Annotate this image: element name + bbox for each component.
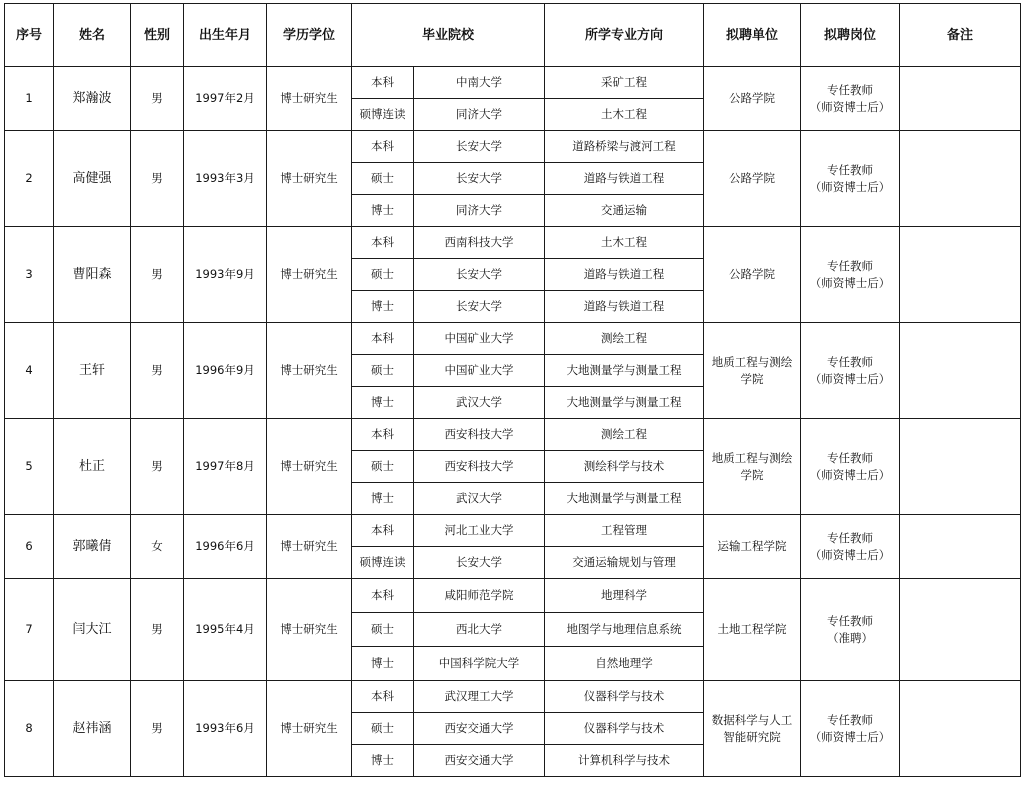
cell-note [900,515,1021,579]
cell-gender: 男 [131,323,184,419]
header-gender: 性别 [131,4,184,67]
post-type: （准聘） [827,630,874,645]
post-title: 专任教师 [827,712,874,727]
cell-school: 武汉理工大学 [414,681,545,713]
cell-school: 西安交通大学 [414,745,545,777]
cell-edu-level: 本科 [352,681,414,713]
table-row [5,131,1021,163]
post-type: （师资博士后） [809,179,891,194]
cell-major: 采矿工程 [545,67,704,99]
cell-school: 长安大学 [414,163,545,195]
cell-school: 长安大学 [414,291,545,323]
cell-name: 郑瀚波 [54,67,131,131]
header-birth: 出生年月 [184,4,267,67]
cell-birth: 1993年9月 [184,227,267,323]
cell-degree: 博士研究生 [267,67,352,131]
cell-gender: 男 [131,419,184,515]
cell-post [801,515,900,579]
cell-gender: 男 [131,579,184,681]
cell-school: 长安大学 [414,547,545,579]
cell-major: 测绘科学与技术 [545,451,704,483]
header-degree: 学历学位 [267,4,352,67]
cell-school: 西安交通大学 [414,713,545,745]
table-row [5,515,1021,547]
cell-degree: 博士研究生 [267,227,352,323]
cell-note [900,579,1021,681]
cell-unit: 公路学院 [704,67,801,131]
table-row [5,579,1021,613]
cell-major: 土木工程 [545,99,704,131]
cell-school: 同济大学 [414,99,545,131]
cell-major: 工程管理 [545,515,704,547]
cell-school: 中国矿业大学 [414,323,545,355]
recruitment-table [4,3,1021,777]
cell-edu-level: 本科 [352,227,414,259]
cell-post [801,681,900,777]
cell-note [900,323,1021,419]
cell-degree: 博士研究生 [267,515,352,579]
cell-school: 西南科技大学 [414,227,545,259]
cell-school: 西北大学 [414,613,545,647]
cell-major: 地理科学 [545,579,704,613]
cell-birth: 1997年8月 [184,419,267,515]
cell-degree: 博士研究生 [267,323,352,419]
cell-school: 武汉大学 [414,483,545,515]
cell-edu-level: 博士 [352,387,414,419]
cell-seq: 7 [5,579,54,681]
cell-gender: 男 [131,681,184,777]
table-row [5,323,1021,355]
cell-edu-level: 本科 [352,323,414,355]
cell-seq: 5 [5,419,54,515]
cell-major: 交通运输 [545,195,704,227]
cell-unit: 土地工程学院 [704,579,801,681]
cell-name: 高健强 [54,131,131,227]
cell-major: 道路与铁道工程 [545,163,704,195]
cell-edu-level: 本科 [352,419,414,451]
cell-edu-level: 博士 [352,647,414,681]
cell-major: 大地测量学与测量工程 [545,355,704,387]
cell-gender: 男 [131,227,184,323]
cell-seq: 8 [5,681,54,777]
table-body [5,67,1021,777]
cell-post [801,67,900,131]
cell-major: 测绘工程 [545,419,704,451]
cell-seq: 4 [5,323,54,419]
cell-school: 咸阳师范学院 [414,579,545,613]
cell-edu-level: 硕士 [352,613,414,647]
post-type: （师资博士后） [809,371,891,386]
cell-edu-level: 硕博连读 [352,547,414,579]
cell-unit: 运输工程学院 [704,515,801,579]
cell-gender: 男 [131,131,184,227]
cell-seq: 6 [5,515,54,579]
cell-unit: 地质工程与测绘学院 [704,419,801,515]
cell-unit: 地质工程与测绘学院 [704,323,801,419]
cell-major: 测绘工程 [545,323,704,355]
cell-school: 西安科技大学 [414,451,545,483]
cell-major: 自然地理学 [545,647,704,681]
cell-seq: 3 [5,227,54,323]
cell-note [900,67,1021,131]
cell-edu-level: 本科 [352,131,414,163]
cell-school: 长安大学 [414,259,545,291]
cell-birth: 1996年6月 [184,515,267,579]
cell-major: 土木工程 [545,227,704,259]
cell-edu-level: 硕士 [352,355,414,387]
cell-edu-level: 硕士 [352,259,414,291]
post-title: 专任教师 [827,354,874,369]
cell-edu-level: 硕士 [352,163,414,195]
cell-edu-level: 本科 [352,67,414,99]
cell-school: 武汉大学 [414,387,545,419]
cell-major: 道路桥梁与渡河工程 [545,131,704,163]
cell-gender: 男 [131,67,184,131]
recruitment-table-wrapper [4,3,1021,777]
header-school: 毕业院校 [352,4,545,67]
table-row [5,227,1021,259]
cell-note [900,419,1021,515]
cell-name: 王轩 [54,323,131,419]
cell-degree: 博士研究生 [267,419,352,515]
cell-note [900,681,1021,777]
cell-unit: 公路学院 [704,227,801,323]
cell-gender: 女 [131,515,184,579]
cell-name: 郭曦倩 [54,515,131,579]
cell-birth: 1996年9月 [184,323,267,419]
post-type: （师资博士后） [809,467,891,482]
cell-major: 道路与铁道工程 [545,259,704,291]
cell-degree: 博士研究生 [267,579,352,681]
cell-name: 赵祎涵 [54,681,131,777]
header-name: 姓名 [54,4,131,67]
cell-post [801,227,900,323]
cell-post [801,323,900,419]
header-seq: 序号 [5,4,54,67]
cell-birth: 1995年4月 [184,579,267,681]
cell-school: 中南大学 [414,67,545,99]
post-type: （师资博士后） [809,547,891,562]
cell-major: 大地测量学与测量工程 [545,483,704,515]
header-major: 所学专业方向 [545,4,704,67]
table-row [5,681,1021,713]
header-unit: 拟聘单位 [704,4,801,67]
cell-edu-level: 博士 [352,483,414,515]
cell-edu-level: 硕士 [352,713,414,745]
table-row [5,419,1021,451]
header-row [5,4,1021,67]
cell-school: 西安科技大学 [414,419,545,451]
cell-major: 大地测量学与测量工程 [545,387,704,419]
cell-note [900,227,1021,323]
cell-edu-level: 博士 [352,195,414,227]
cell-major: 仪器科学与技术 [545,681,704,713]
header-post: 拟聘岗位 [801,4,900,67]
cell-unit: 公路学院 [704,131,801,227]
post-title: 专任教师 [827,258,874,273]
cell-edu-level: 博士 [352,291,414,323]
cell-post [801,419,900,515]
cell-school: 同济大学 [414,195,545,227]
cell-school: 中国科学院大学 [414,647,545,681]
cell-degree: 博士研究生 [267,681,352,777]
cell-name: 杜正 [54,419,131,515]
post-title: 专任教师 [827,162,874,177]
cell-major: 仪器科学与技术 [545,713,704,745]
post-type: （师资博士后） [809,275,891,290]
cell-major: 交通运输规划与管理 [545,547,704,579]
post-type: （师资博士后） [809,729,891,744]
cell-birth: 1997年2月 [184,67,267,131]
cell-unit: 数据科学与人工智能研究院 [704,681,801,777]
cell-post [801,579,900,681]
cell-edu-level: 硕博连读 [352,99,414,131]
cell-name: 曹阳森 [54,227,131,323]
post-type: （师资博士后） [809,99,891,114]
header-note: 备注 [900,4,1021,67]
post-title: 专任教师 [827,82,874,97]
cell-major: 道路与铁道工程 [545,291,704,323]
cell-seq: 2 [5,131,54,227]
cell-school: 河北工业大学 [414,515,545,547]
cell-school: 长安大学 [414,131,545,163]
cell-note [900,131,1021,227]
table-row [5,67,1021,99]
cell-seq: 1 [5,67,54,131]
cell-edu-level: 本科 [352,515,414,547]
cell-school: 中国矿业大学 [414,355,545,387]
cell-major: 地图学与地理信息系统 [545,613,704,647]
post-title: 专任教师 [827,450,874,465]
cell-name: 闫大江 [54,579,131,681]
cell-birth: 1993年3月 [184,131,267,227]
cell-edu-level: 博士 [352,745,414,777]
cell-edu-level: 硕士 [352,451,414,483]
cell-degree: 博士研究生 [267,131,352,227]
cell-major: 计算机科学与技术 [545,745,704,777]
cell-birth: 1993年6月 [184,681,267,777]
cell-post [801,131,900,227]
post-title: 专任教师 [827,530,874,545]
cell-edu-level: 本科 [352,579,414,613]
post-title: 专任教师 [827,613,874,628]
